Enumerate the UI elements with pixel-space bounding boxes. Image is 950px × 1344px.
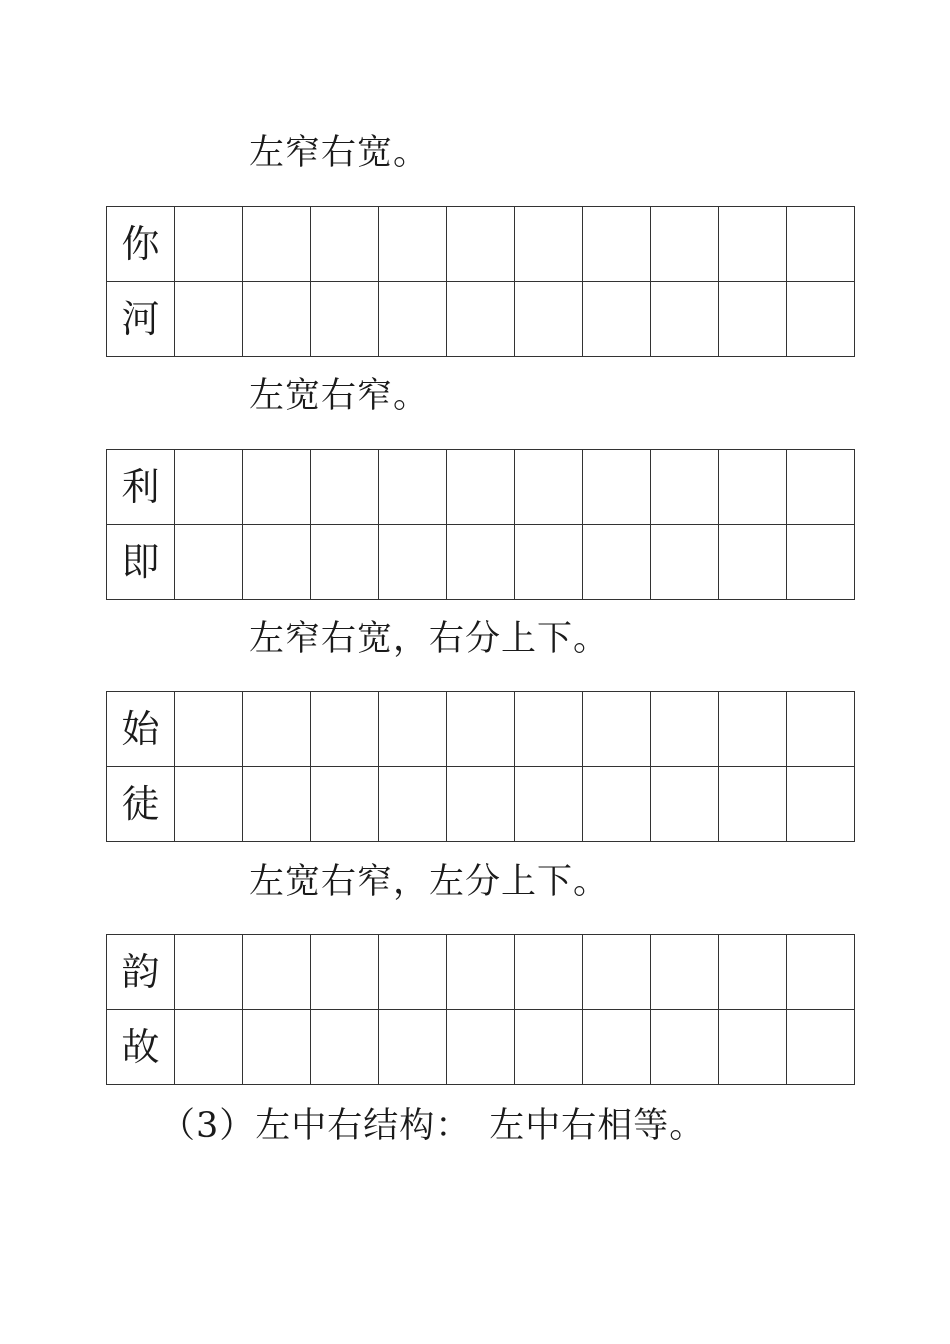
practice-cell[interactable] — [651, 1010, 719, 1085]
practice-cell[interactable] — [515, 767, 583, 842]
practice-cell[interactable] — [243, 1010, 311, 1085]
section-heading-3: 左窄右宽，右分上下。 — [249, 619, 610, 659]
writing-grid-4 — [106, 934, 855, 1085]
practice-cell[interactable] — [515, 282, 583, 357]
practice-cell[interactable] — [583, 935, 651, 1010]
practice-cell[interactable] — [447, 282, 515, 357]
section-heading-2: 左宽右窄。 — [249, 376, 430, 416]
practice-cell[interactable] — [379, 450, 447, 525]
practice-cell[interactable] — [175, 207, 243, 282]
practice-cell[interactable] — [243, 450, 311, 525]
practice-cell[interactable] — [719, 692, 787, 767]
practice-cell[interactable] — [719, 450, 787, 525]
example-character-cell: 故 — [107, 1010, 175, 1085]
grid-row — [107, 935, 855, 1010]
practice-cell[interactable] — [787, 767, 855, 842]
practice-cell[interactable] — [175, 767, 243, 842]
practice-cell[interactable] — [379, 767, 447, 842]
practice-cell[interactable] — [379, 1010, 447, 1085]
structure-number: （3） — [160, 1106, 256, 1146]
example-character-cell: 利 — [107, 450, 175, 525]
practice-cell[interactable] — [515, 450, 583, 525]
grid-row — [107, 767, 855, 842]
practice-cell[interactable] — [583, 692, 651, 767]
example-character-cell: 韵 — [107, 935, 175, 1010]
writing-grid-3 — [106, 691, 855, 842]
practice-cell[interactable] — [447, 935, 515, 1010]
practice-cell[interactable] — [787, 282, 855, 357]
practice-cell[interactable] — [719, 1010, 787, 1085]
practice-cell[interactable] — [175, 525, 243, 600]
practice-cell[interactable] — [311, 525, 379, 600]
practice-cell[interactable] — [719, 282, 787, 357]
practice-cell[interactable] — [651, 525, 719, 600]
practice-cell[interactable] — [719, 525, 787, 600]
practice-cell[interactable] — [311, 1010, 379, 1085]
practice-cell[interactable] — [175, 1010, 243, 1085]
practice-cell[interactable] — [379, 207, 447, 282]
writing-grid-1 — [106, 206, 855, 357]
practice-cell[interactable] — [515, 525, 583, 600]
practice-cell[interactable] — [583, 767, 651, 842]
practice-cell[interactable] — [787, 450, 855, 525]
practice-cell[interactable] — [175, 692, 243, 767]
practice-cell[interactable] — [447, 692, 515, 767]
practice-cell[interactable] — [379, 525, 447, 600]
structure-heading — [160, 1106, 705, 1146]
grid-row — [107, 692, 855, 767]
practice-cell[interactable] — [651, 207, 719, 282]
practice-cell[interactable] — [719, 935, 787, 1010]
practice-cell[interactable] — [311, 282, 379, 357]
example-character-cell: 即 — [107, 525, 175, 600]
practice-cell[interactable] — [583, 207, 651, 282]
section-heading-1: 左窄右宽。 — [249, 133, 430, 173]
practice-cell[interactable] — [379, 935, 447, 1010]
practice-cell[interactable] — [379, 282, 447, 357]
practice-cell[interactable] — [311, 450, 379, 525]
practice-cell[interactable] — [175, 282, 243, 357]
practice-cell[interactable] — [311, 767, 379, 842]
example-character-cell: 徒 — [107, 767, 175, 842]
practice-cell[interactable] — [651, 767, 719, 842]
practice-cell[interactable] — [243, 692, 311, 767]
practice-cell[interactable] — [651, 692, 719, 767]
practice-cell[interactable] — [243, 767, 311, 842]
grid-row — [107, 207, 855, 282]
practice-cell[interactable] — [515, 207, 583, 282]
practice-cell[interactable] — [515, 1010, 583, 1085]
grid-row — [107, 282, 855, 357]
practice-cell[interactable] — [787, 207, 855, 282]
practice-cell[interactable] — [311, 207, 379, 282]
practice-cell[interactable] — [719, 767, 787, 842]
practice-cell[interactable] — [583, 525, 651, 600]
grid-row — [107, 525, 855, 600]
practice-cell[interactable] — [447, 1010, 515, 1085]
practice-cell[interactable] — [311, 692, 379, 767]
practice-cell[interactable] — [787, 692, 855, 767]
practice-cell[interactable] — [651, 282, 719, 357]
practice-cell[interactable] — [379, 692, 447, 767]
section-heading-4: 左宽右窄，左分上下。 — [249, 862, 610, 902]
practice-cell[interactable] — [447, 450, 515, 525]
grid-row — [107, 450, 855, 525]
practice-cell[interactable] — [719, 207, 787, 282]
grid-row — [107, 1010, 855, 1085]
practice-cell[interactable] — [243, 525, 311, 600]
example-character-cell: 你 — [107, 207, 175, 282]
practice-cell[interactable] — [447, 525, 515, 600]
practice-cell[interactable] — [787, 1010, 855, 1085]
structure-title: 左中右结构： — [255, 1106, 472, 1146]
practice-cell[interactable] — [175, 450, 243, 525]
practice-cell[interactable] — [243, 282, 311, 357]
practice-cell[interactable] — [651, 450, 719, 525]
practice-cell[interactable] — [311, 935, 379, 1010]
example-character-cell: 河 — [107, 282, 175, 357]
practice-cell[interactable] — [787, 525, 855, 600]
practice-cell[interactable] — [583, 450, 651, 525]
practice-cell[interactable] — [175, 935, 243, 1010]
practice-cell[interactable] — [583, 282, 651, 357]
practice-cell[interactable] — [243, 207, 311, 282]
structure-rule: 左中右相等。 — [489, 1106, 706, 1146]
practice-cell[interactable] — [243, 935, 311, 1010]
practice-cell[interactable] — [515, 692, 583, 767]
practice-cell[interactable] — [447, 767, 515, 842]
example-character-cell: 始 — [107, 692, 175, 767]
practice-cell[interactable] — [515, 935, 583, 1010]
practice-cell[interactable] — [787, 935, 855, 1010]
practice-cell[interactable] — [651, 935, 719, 1010]
practice-cell[interactable] — [583, 1010, 651, 1085]
writing-grid-2 — [106, 449, 855, 600]
practice-cell[interactable] — [447, 207, 515, 282]
